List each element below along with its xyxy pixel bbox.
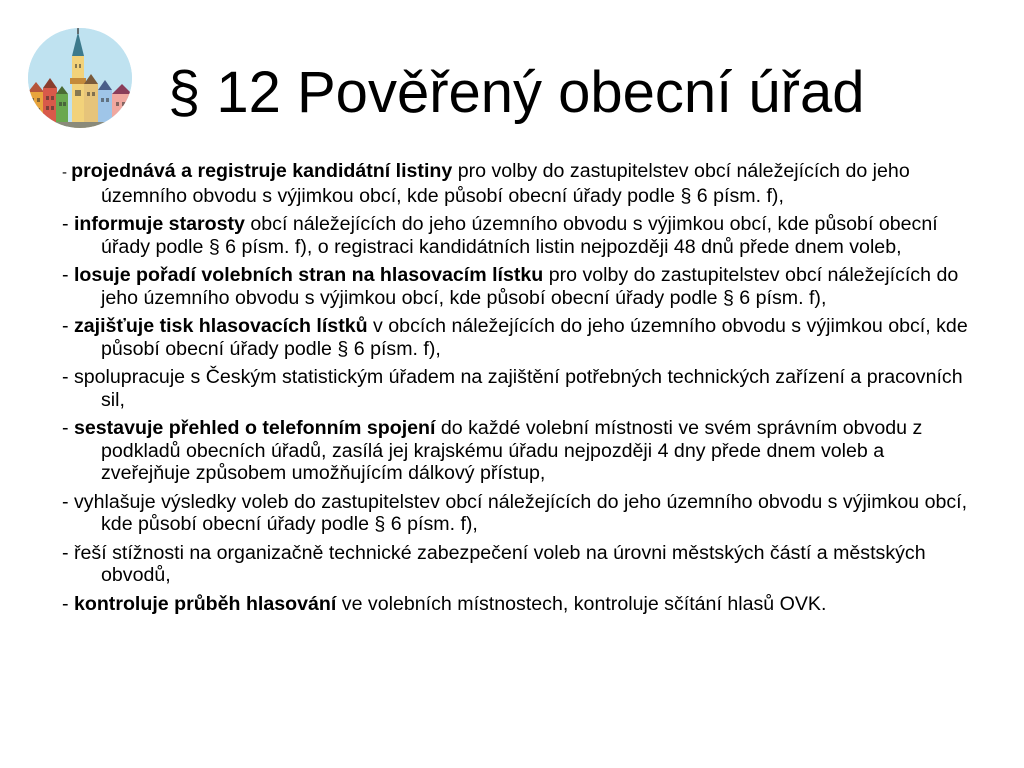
bullet-dash: - — [62, 213, 74, 235]
bullet-dash: - — [62, 315, 74, 337]
list-item — [62, 213, 974, 258]
list-item — [62, 593, 974, 616]
item-text: vyhlašuje výsledky voleb do zastupitelstev obcí náležejících do jeho územního obvodu s výjimkou obcí, kde působí obecní úřady podle § 6 písm. f), — [73, 490, 968, 535]
list-item — [62, 160, 974, 207]
item-bold-text: informuje starosty — [73, 213, 245, 235]
item-text: pro volby do zastupitelstev obcí náležejících do jeho územního obvodu s výjimkou obcí, kde působí obecní úřady podle § 6 písm. f), — [101, 160, 910, 207]
bullet-dash: - — [62, 164, 72, 181]
list-item — [62, 417, 974, 485]
bullet-list — [62, 160, 974, 621]
item-text: ve volebních místnostech, kontroluje sčítání hlasů OVK. — [336, 592, 827, 615]
item-text: do každé volební místnosti ve svém správním obvodu z podkladů obecních úřadů, zasílá jej krajskému úřadu nejpozději 4 dny přede dnem voleb a zveřejňuje způsobem umožňujícím dálkový přístup, — [101, 417, 923, 484]
list-item — [62, 315, 974, 360]
bullet-dash: - — [62, 541, 74, 564]
item-bold-text: kontroluje průběh hlasování — [73, 592, 337, 615]
item-text: spolupracuje s Českým statistickým úřadem na zajištění potřebných technických zařízení a pracovních sil, — [73, 366, 963, 411]
slide-title: § 12 Pověřený obecní úřad — [168, 60, 865, 125]
item-text: v obcích náležejících do jeho územního obvodu s výjimkou obcí, kde působí obecní úřady podle § 6 písm. f), — [101, 315, 968, 360]
bullet-dash: - — [62, 417, 74, 439]
item-bold-text: projednává a registruje kandidátní listiny — [71, 160, 453, 182]
bullet-dash: - — [62, 592, 74, 615]
list-item — [62, 542, 974, 587]
bullet-dash: - — [62, 366, 74, 388]
list-item — [62, 264, 974, 309]
item-text: obcí náležejících do jeho územního obvodu s výjimkou obcí, kde působí obecní úřady podle § 6 písm. f), o registraci kandidátních listin nejpozději 48 dnů přede dnem voleb, — [101, 213, 938, 258]
item-text: pro volby do zastupitelstev obcí náležejících do jeho územního obvodu s výjimkou obcí, kde působí obecní úřady podle § 6 písm. f), — [101, 264, 959, 309]
item-bold-text: losuje pořadí volebních stran na hlasovacím lístku — [73, 264, 544, 286]
bullet-dash: - — [62, 490, 74, 513]
list-item — [62, 366, 974, 411]
item-text: řeší stížnosti na organizačně technické zabezpečení voleb na úrovni městských částí a městských obvodů, — [73, 541, 926, 586]
town-hall-logo-icon — [26, 18, 134, 130]
item-bold-text: zajišťuje tisk hlasovacích lístků — [73, 315, 368, 337]
list-item — [62, 491, 974, 536]
bullet-dash: - — [62, 264, 74, 286]
item-bold-text: sestavuje přehled o telefonním spojení — [73, 417, 436, 439]
